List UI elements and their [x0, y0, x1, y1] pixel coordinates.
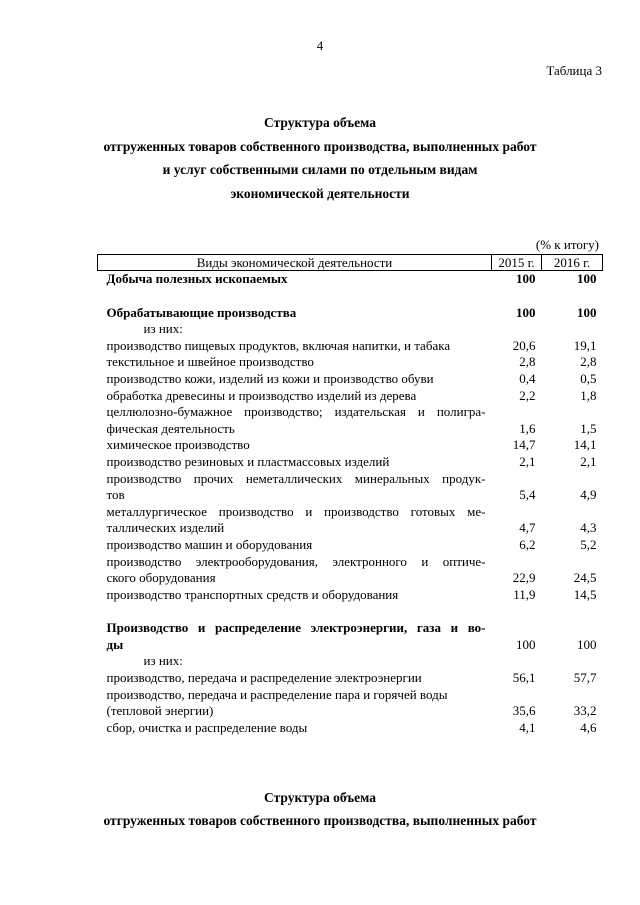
row-label-line-2: ского оборудования: [106, 570, 216, 586]
row-label: производство машин и оборудования: [106, 536, 313, 552]
value-2015: 0,4: [519, 370, 536, 386]
value-2016: 100: [577, 636, 597, 652]
row-label: сбор, очистка и распределение воды: [106, 719, 308, 735]
row-label: производство, передача и распределение электроэнергии: [106, 670, 422, 686]
table-row: [98, 587, 603, 604]
value-2016: 1,5: [580, 420, 597, 436]
value-2015: 2,2: [519, 387, 536, 403]
header-2016: 2016 г.: [542, 255, 603, 271]
row-label: производство транспортных средств и оборудования: [106, 586, 399, 602]
value-2015: 20,6: [512, 337, 536, 353]
table-row: [98, 520, 603, 537]
table-row: [98, 404, 603, 421]
value-2015: 6,2: [519, 536, 536, 552]
table-title-line-2: отгруженных товаров собственного производства, выполненных работ: [103, 139, 537, 154]
table-row: [98, 354, 603, 371]
activity-structure-table: [97, 254, 603, 736]
row-label-line-1: металлургическое производство и производство готовых ме-: [106, 503, 486, 519]
table-number: Таблица 3: [546, 63, 602, 78]
row-label: производство кожи, изделий из кожи и производство обуви: [106, 370, 434, 386]
value-2015: 2,1: [519, 453, 536, 469]
subgroup-label: из них:: [143, 653, 183, 669]
value-2015: 4,1: [519, 719, 536, 735]
table-row: [98, 570, 603, 587]
table-row: [98, 388, 603, 405]
second-title-line-1: Структура объема: [264, 790, 376, 805]
value-2015: 14,7: [512, 437, 536, 453]
value-2016: 19,1: [573, 337, 597, 353]
table-row: [98, 487, 603, 504]
value-2016: 2,1: [580, 453, 597, 469]
row-label-line-2: фическая деятельность: [106, 420, 235, 436]
value-2016: 2,8: [580, 354, 597, 370]
table-row: [98, 537, 603, 554]
value-2015: 4,7: [519, 520, 536, 536]
spacer-row: [98, 603, 603, 620]
value-2016: 5,2: [580, 536, 597, 552]
row-label-line-1: производство прочих неметаллических минеральных продук-: [106, 470, 486, 486]
table-row: [98, 321, 603, 338]
row-label: текстильное и швейное производство: [106, 354, 314, 370]
value-2015: 100: [516, 271, 536, 286]
units-note: (% к итогу): [535, 237, 599, 252]
row-label-line-2: ды: [106, 636, 124, 652]
value-2015: 1,6: [519, 420, 536, 436]
table-row: [98, 720, 603, 737]
value-2016: 0,5: [580, 370, 597, 386]
row-label-line-2: таллических изделий: [106, 520, 225, 536]
table-row: [98, 437, 603, 454]
value-2015: 5,4: [519, 487, 536, 503]
row-label-line-2: тов: [106, 487, 125, 503]
table-row: [98, 653, 603, 670]
row-label-line-1: целлюлозно-бумажное производство; издательская и полигра-: [106, 404, 486, 420]
row-label: производство резиновых и пластмассовых изделий: [106, 453, 390, 469]
row-label-line-1: производство электрооборудования, электронного и оптиче-: [106, 553, 486, 569]
table-row: [98, 637, 603, 654]
table-row: [98, 454, 603, 471]
row-label: Добыча полезных ископаемых: [106, 271, 288, 286]
table-row: [98, 504, 603, 521]
header-2015: 2015 г.: [492, 255, 542, 271]
value-2016: 14,5: [573, 586, 597, 602]
table-row: [98, 338, 603, 355]
value-2015: 22,9: [512, 570, 536, 586]
value-2015: 100: [516, 636, 536, 652]
row-label: производство пищевых продуктов, включая напитки, и табака: [106, 337, 451, 353]
table-row: [98, 421, 603, 438]
value-2015: 56,1: [512, 670, 536, 686]
row-label-line-2: (тепловой энергии): [106, 703, 214, 719]
value-2015: 11,9: [513, 586, 536, 602]
subgroup-label: из них:: [143, 321, 183, 337]
table-row: [98, 271, 603, 288]
value-2016: 100: [577, 271, 597, 286]
row-label: обработка древесины и производство изделий из дерева: [106, 387, 417, 403]
row-label: Обрабатывающие производства: [106, 304, 297, 320]
row-label: химическое производство: [106, 437, 250, 453]
table-title-line-3: и услуг собственными силами по отдельным видам: [162, 162, 478, 177]
value-2016: 14,1: [573, 437, 597, 453]
table-row: [98, 471, 603, 488]
table-row: [98, 554, 603, 571]
value-2016: 33,2: [573, 703, 597, 719]
table-row: [98, 305, 603, 322]
table-title-line-4: экономической деятельности: [230, 186, 410, 201]
table-row: [98, 703, 603, 720]
value-2016: 4,6: [580, 719, 597, 735]
row-label-line-1: Производство и распределение электроэнергии, газа и во-: [106, 620, 486, 636]
table-row: [98, 371, 603, 388]
table-title-line-1: Структура объема: [264, 115, 376, 130]
value-2015: 35,6: [512, 703, 536, 719]
value-2016: 57,7: [573, 670, 597, 686]
value-2016: 24,5: [573, 570, 597, 586]
value-2016: 1,8: [580, 387, 597, 403]
value-2015: 2,8: [519, 354, 536, 370]
table-row: [98, 670, 603, 687]
value-2016: 4,3: [580, 520, 597, 536]
page-number: 4: [316, 38, 324, 53]
value-2016: 4,9: [580, 487, 597, 503]
second-title-line-2: отгруженных товаров собственного производства, выполненных работ: [103, 813, 537, 828]
row-label-line-1: производство, передача и распределение пара и горячей воды: [106, 686, 448, 702]
table-row: [98, 620, 603, 637]
value-2016: 100: [577, 304, 597, 320]
header-activity: Виды экономической деятельности: [98, 255, 492, 271]
value-2015: 100: [516, 304, 536, 320]
table-header-row: [98, 255, 603, 271]
table-row: [98, 687, 603, 704]
spacer-row: [98, 288, 603, 305]
